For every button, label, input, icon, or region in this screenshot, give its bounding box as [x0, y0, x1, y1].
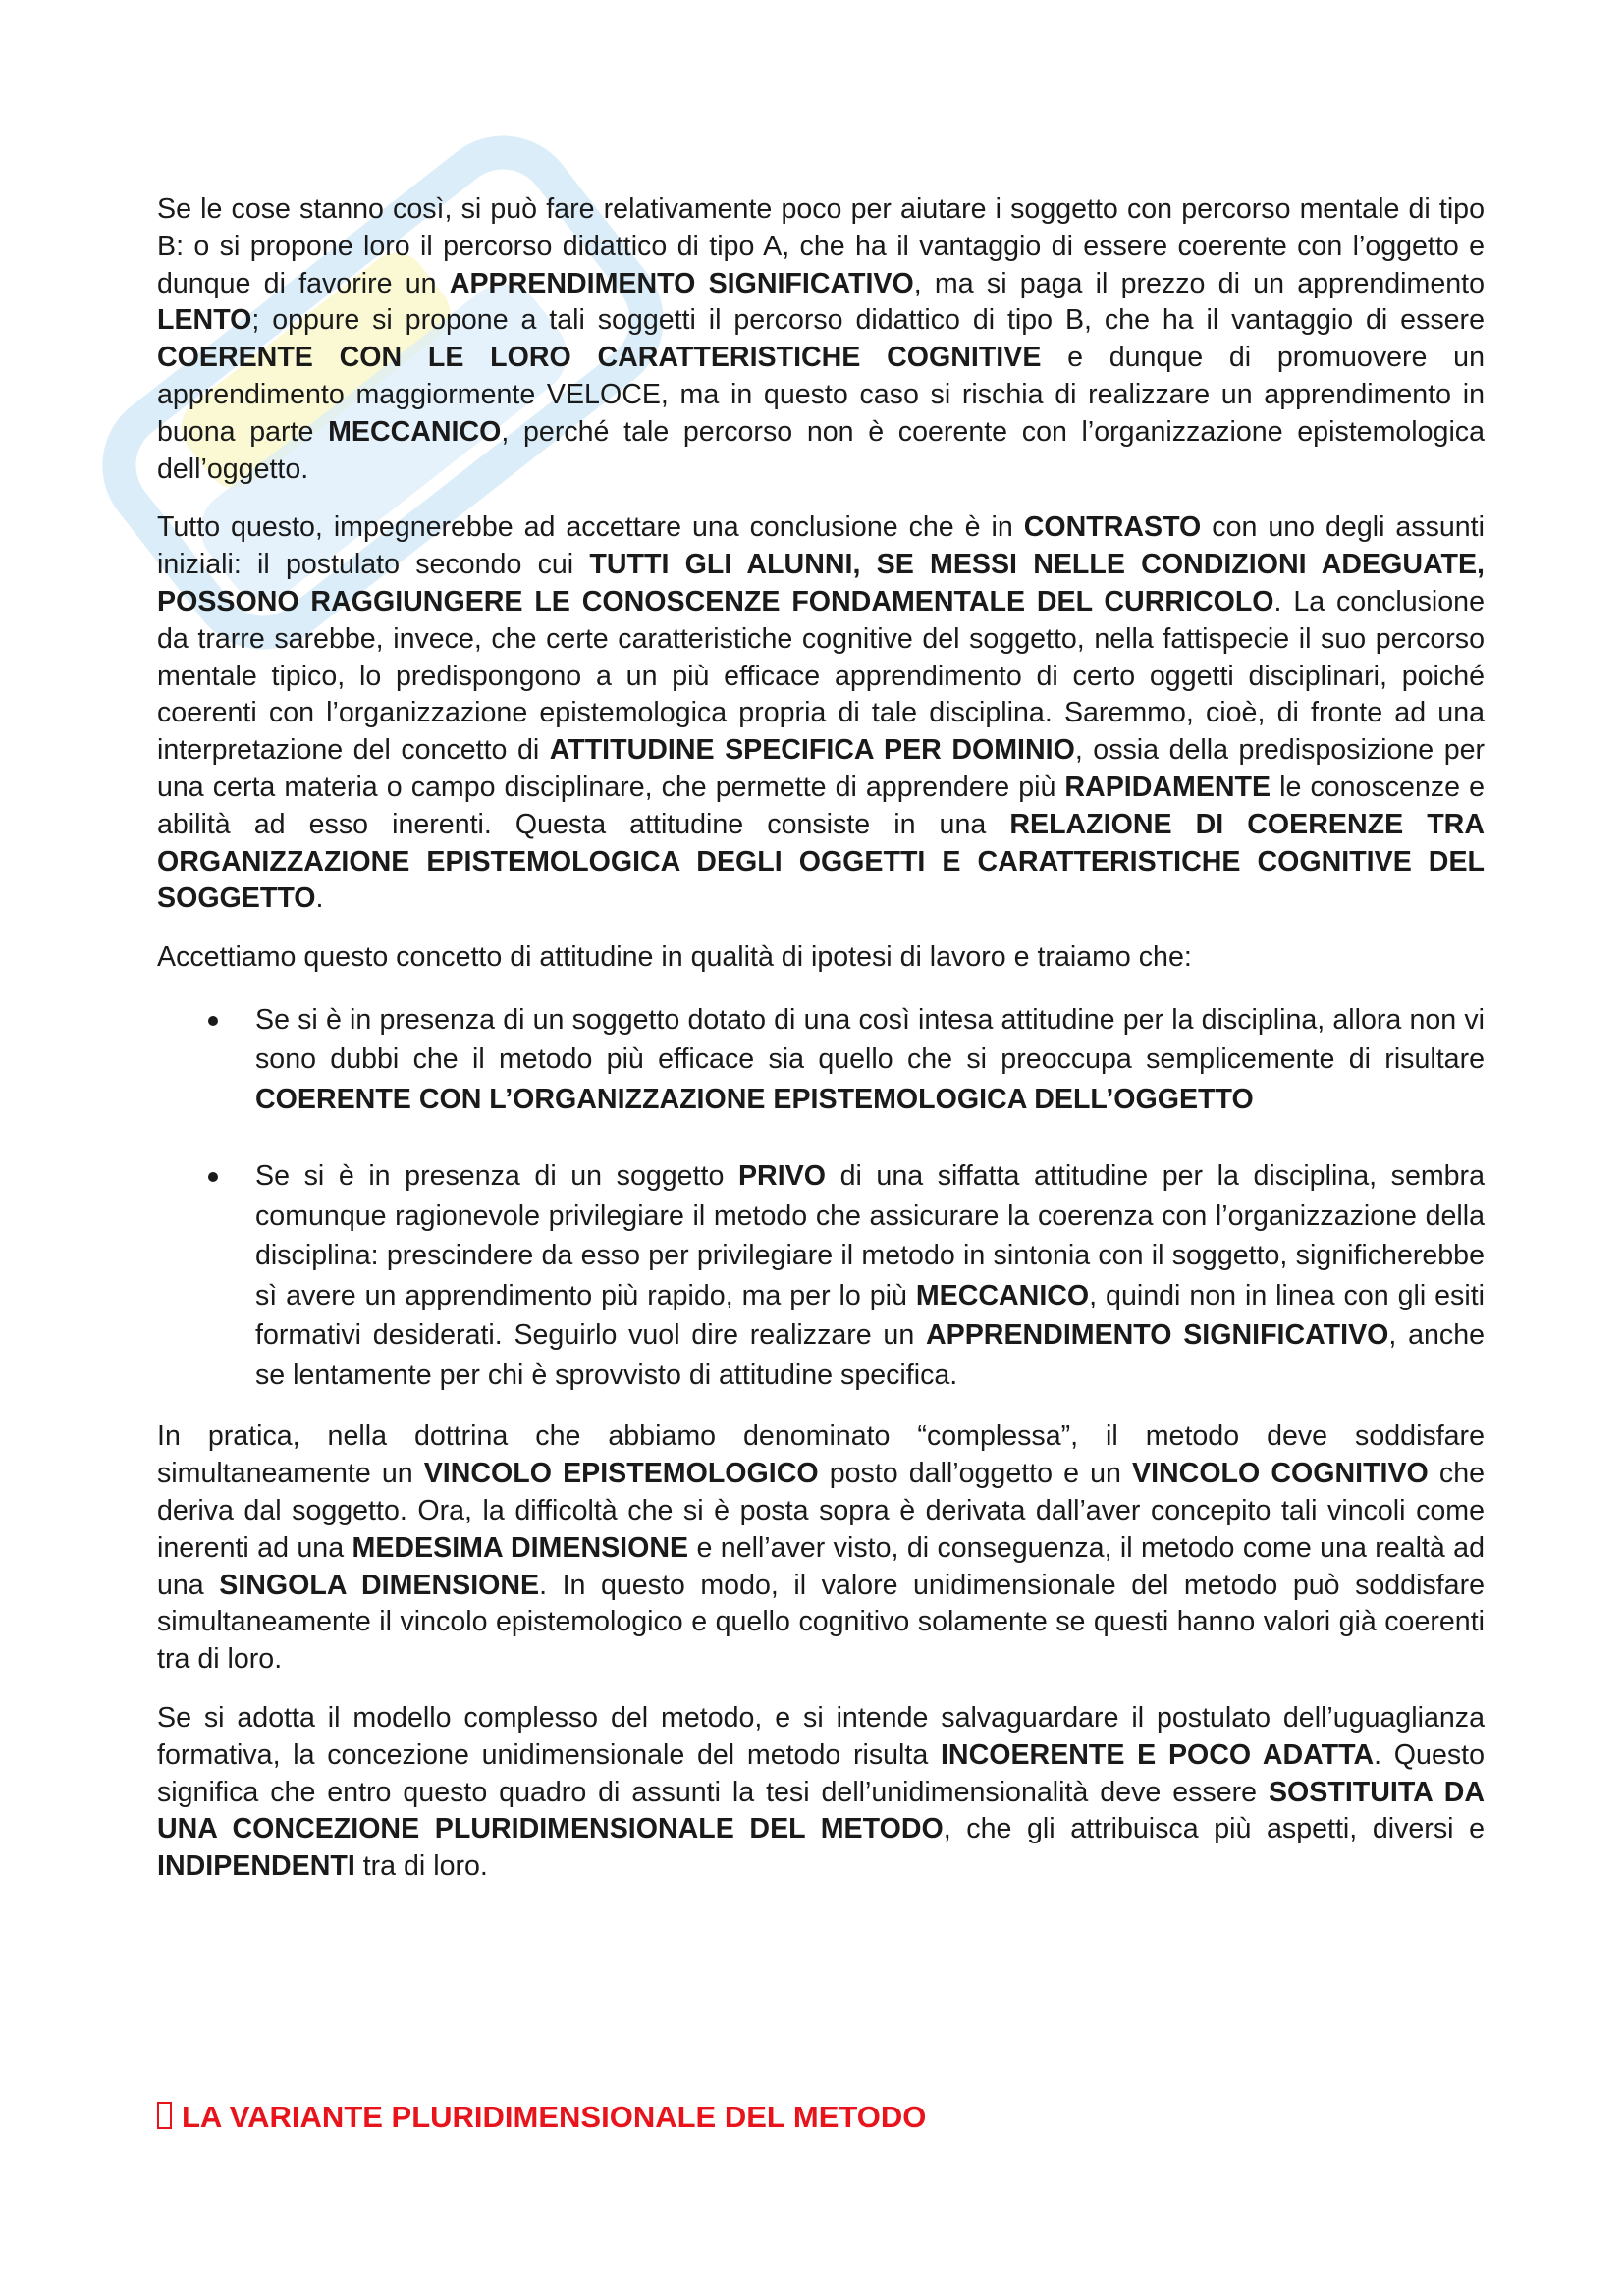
paragraph-3: Accettiamo questo concetto di attitudine in qualità di ipotesi di lavoro e traiamo che: [157, 941, 1192, 974]
section-heading: LA VARIANTE PLURIDIMENSIONALE DEL METODO [157, 2099, 926, 2136]
bullet-dot-icon [208, 1172, 218, 1182]
list-item: Se si è in presenza di un soggetto dotato di una così intesa attitudine per la disciplina, allora non vi sono dubbi che il metodo più efficace sia quello che si preoccupa semplicemente di risultare COERENTE CON L’ORGANIZZAZIONE EPISTEMOLOGICA DELL’OGGETTO [157, 1000, 1485, 1120]
missing-glyph-icon [157, 2102, 172, 2129]
bullet-dot-icon [208, 1016, 218, 1026]
list-item: Se si è in presenza di un soggetto PRIVO di una siffatta attitudine per la disciplina, sembra comunque ragionevole privilegiare il metodo che assicurare la coerenza con l’organizzazione della disciplina: prescindere da esso per privilegiare il metodo in sintonia con il soggetto, significherebbe sì avere un apprendimento più rapido, ma per lo più MECCANICO, quindi non in linea con gli esiti formativi desiderati. Seguirlo vuol dire realizzare un APPRENDIMENTO SIGNIFICATIVO, anche se lentamente per chi è sprovvisto di attitudine specifica. [157, 1156, 1485, 1395]
paragraph-2: Tutto questo, impegnerebbe ad accettare una conclusione che è in CONTRASTO con uno degli assunti iniziali: il postulato secondo cui TUTTI GLI ALUNNI, SE MESSI NELLE CONDIZIONI ADEGUATE, POSSONO RAGGIUNGERE LE CONOSCENZE FONDAMENTALE DEL CURRICOLO. La conclusione da trarre sarebbe, invece, che certe caratteristiche cognitive del soggetto, nella fattispecie il suo percorso mentale tipico, lo predispongono a un più efficace apprendimento di certo oggetti disciplinari, poiché coerenti con l’organizzazione epistemologica propria di tale disciplina. Saremmo, cioè, di fronte ad una interpretazione del concetto di ATTITUDINE SPECIFICA PER DOMINIO, ossia della predisposizione per una certa materia o campo disciplinare, che permette di apprendere più RAPIDAMENTE le conoscenze e abilità ad esso inerenti. Questa attitudine consiste in una RELAZIONE DI COERENZE TRA ORGANIZZAZIONE EPISTEMOLOGICA DEGLI OGGETTI E CARATTERISTICHE COGNITIVE DEL SOGGETTO. [157, 511, 1486, 915]
paragraph-4: In pratica, nella dottrina che abbiamo denominato “complessa”, il metodo deve soddisfare simultaneamente un VINCOLO EPISTEMOLOGICO posto dall’oggetto e un VINCOLO COGNITIVO che deriva dal soggetto. Ora, la difficoltà che si è posta sopra è derivata dall’aver concepito tali vincoli come inerenti ad una MEDESIMA DIMENSIONE e nell’aver visto, di conseguenza, il metodo come una realtà ad una SINGOLA DIMENSIONE. In questo modo, il valore unidimensionale del metodo può soddisfare simultaneamente il vincolo epistemologico e quello cognitivo solamente se questi hanno valori già coerenti tra di loro. [157, 1420, 1486, 1676]
paragraph-1: Se le cose stanno così, si può fare relativamente poco per aiutare i soggetto con percorso mentale di tipo B: o si propone loro il percorso didattico di tipo A, che ha il vantaggio di essere coerente con l’oggetto e dunque di favorire un APPRENDIMENTO SIGNIFICATIVO, ma si paga il prezzo di un apprendimento LENTO; oppure si propone a tali soggetti il percorso didattico di tipo B, che ha il vantaggio di essere COERENTE CON LE LORO CARATTERISTICHE COGNITIVE e dunque di promuovere un apprendimento maggiormente VELOCE, ma in questo caso si rischia di realizzare un apprendimento in buona parte MECCANICO, perché tale percorso non è coerente con l’organizzazione epistemologica dell’oggetto. [157, 193, 1486, 485]
paragraph-5: Se si adotta il modello complesso del metodo, e si intende salvaguardare il postulato dell’uguaglianza formativa, la concezione unidimensionale del metodo risulta INCOERENTE E POCO ADATTA. Questo significa che entro questo quadro di assunti la tesi dell’unidimensionalità deve essere SOSTITUITA DA UNA CONCEZIONE PLURIDIMENSIONALE DEL METODO, che gli attribuisca più aspetti, diversi e INDIPENDENTI tra di loro. [157, 1702, 1485, 1883]
bullet-list [157, 1000, 1485, 1396]
document-body [157, 191, 1485, 1907]
